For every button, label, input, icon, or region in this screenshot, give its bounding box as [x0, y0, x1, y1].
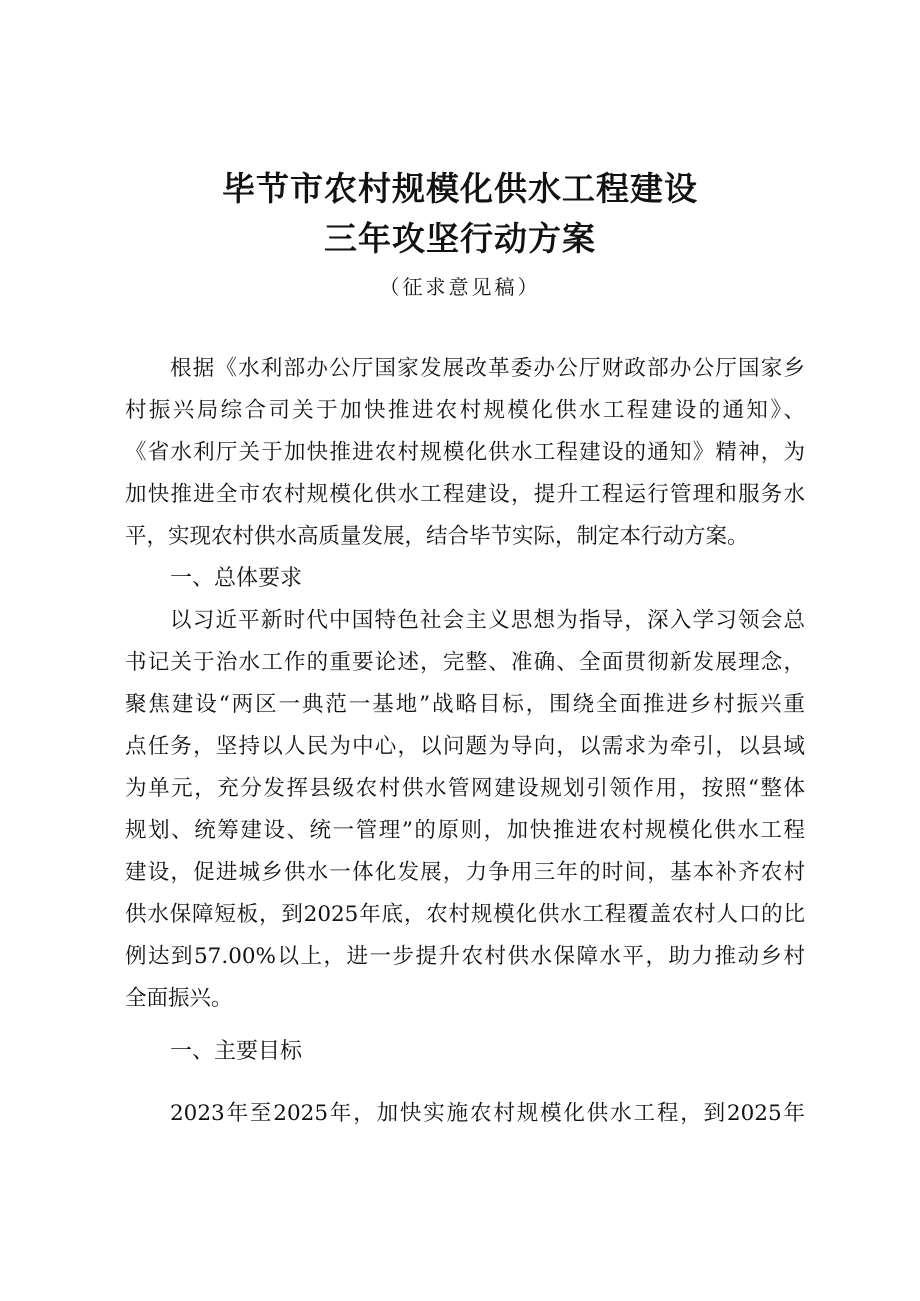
- section1-line-10: 全面振兴。: [125, 986, 233, 1011]
- intro-line-5: 平，实现农村供水高质量发展，结合毕节实际，制定本行动方案。: [125, 524, 749, 549]
- document-subtitle: （征求意见稿）: [379, 275, 541, 299]
- document-title-line-2: 三年攻坚行动方案: [324, 219, 596, 258]
- intro-line-2: 村振兴局综合司关于加快推进农村规模化供水工程建设的通知》、: [125, 398, 805, 423]
- section1-line-2: 书记关于治水工作的重要论述，完整、准确、全面贯彻新发展理念，: [125, 650, 805, 675]
- section1-line-4: 点任务，坚持以人民为中心，以问题为导向，以需求为牵引，以县域: [125, 734, 805, 759]
- document-title-line-1: 毕节市农村规模化供水工程建设: [222, 169, 698, 208]
- section1-line-9: 例达到57.00%以上，进一步提升农村供水保障水平，助力推动乡村: [125, 944, 805, 969]
- intro-line-3: 《省水利厅关于加快推进农村规模化供水工程建设的通知》精神，为: [125, 440, 805, 465]
- section1-line-8: 供水保障短板，到2025年底，农村规模化供水工程覆盖农村人口的比: [125, 902, 805, 927]
- section2-line-1: 2023年至2025年，加快实施农村规模化供水工程，到2025年: [170, 1101, 805, 1126]
- section1-line-7: 建设，促进城乡供水一体化发展，力争用三年的时间，基本补齐农村: [125, 860, 805, 885]
- section1-line-3: 聚焦建设“两区一典范一基地”战略目标，围绕全面推进乡村振兴重: [125, 692, 805, 717]
- section-heading-main-targets: 一、主要目标: [170, 1039, 303, 1064]
- section1-line-6: 规划、统筹建设、统一管理”的原则，加快推进农村规模化供水工程: [125, 818, 805, 843]
- section-heading-general-requirements: 一、总体要求: [170, 566, 303, 591]
- intro-line-4: 加快推进全市农村规模化供水工程建设，提升工程运行管理和服务水: [125, 482, 805, 507]
- intro-line-1: 根据《水利部办公厅国家发展改革委办公厅财政部办公厅国家乡: [170, 356, 805, 381]
- section1-line-1: 以习近平新时代中国特色社会主义思想为指导，深入学习领会总: [170, 608, 805, 633]
- section1-line-5: 为单元，充分发挥县级农村供水管网建设规划引领作用，按照“整体: [125, 776, 805, 801]
